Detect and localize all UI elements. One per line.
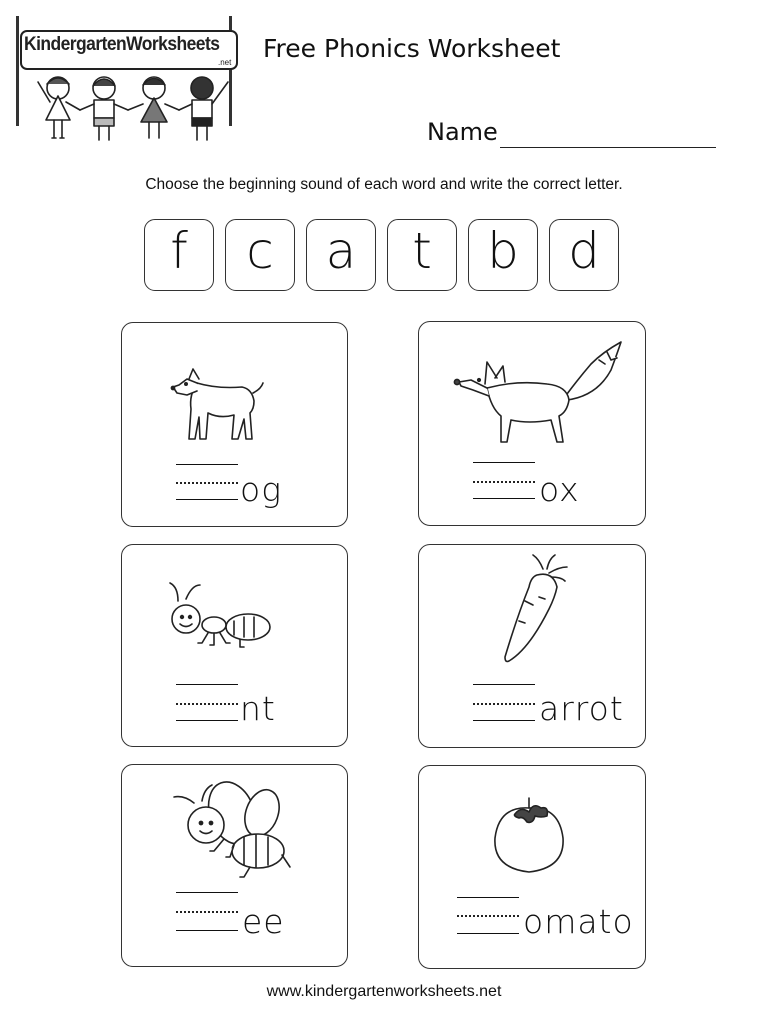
answer-guide-mid xyxy=(473,703,535,705)
letter-choice-d: d xyxy=(549,219,619,291)
answer-guide-mid xyxy=(473,481,535,483)
bee-icon xyxy=(168,779,292,887)
tomato-icon xyxy=(489,794,569,876)
word-card-ant xyxy=(121,544,348,747)
kids-holding-hands-icon xyxy=(30,70,240,154)
answer-guide-mid xyxy=(176,482,238,484)
logo-suffix: .net xyxy=(218,58,232,67)
word-ending: nt xyxy=(240,689,276,728)
word-ending: arrot xyxy=(539,689,624,728)
ant-icon xyxy=(158,581,278,661)
logo-post-left xyxy=(16,16,19,126)
word-card-bee xyxy=(121,764,348,967)
logo xyxy=(14,10,246,152)
answer-guide-top xyxy=(457,897,519,898)
letter-choice-c: c xyxy=(225,219,295,291)
letter-choices xyxy=(144,219,619,291)
name-label: Name xyxy=(427,118,498,146)
word-card-tomato xyxy=(418,765,646,969)
answer-guide-top xyxy=(176,892,238,893)
letter-choice-f: f xyxy=(144,219,214,291)
answer-guide-top xyxy=(176,464,238,465)
name-field-line[interactable] xyxy=(500,147,716,148)
footer-url: www.kindergartenworksheets.net xyxy=(266,983,502,1000)
letter-choice-a: a xyxy=(306,219,376,291)
page-title: Free Phonics Worksheet xyxy=(263,34,561,63)
carrot-icon xyxy=(499,551,573,663)
answer-guide-mid xyxy=(176,911,238,913)
answer-guide-top xyxy=(176,684,238,685)
dog-icon xyxy=(167,353,267,448)
answer-line[interactable] xyxy=(473,498,535,499)
answer-line[interactable] xyxy=(176,720,238,721)
word-card-fox xyxy=(418,321,646,526)
word-ending: ox xyxy=(539,470,580,509)
answer-guide-top xyxy=(473,462,535,463)
word-card-dog xyxy=(121,322,348,527)
answer-guide-top xyxy=(473,684,535,685)
fox-icon xyxy=(447,338,627,448)
answer-line[interactable] xyxy=(473,720,535,721)
instructions: Choose the beginning sound of each word and write the correct letter. xyxy=(145,176,623,193)
word-ending: omato xyxy=(523,902,634,941)
answer-guide-mid xyxy=(176,703,238,705)
word-ending: ee xyxy=(242,902,285,941)
letter-choice-t: t xyxy=(387,219,457,291)
answer-line[interactable] xyxy=(176,930,238,931)
letter-choice-b: b xyxy=(468,219,538,291)
answer-line[interactable] xyxy=(176,499,238,500)
answer-line[interactable] xyxy=(457,933,519,934)
logo-text: KindergartenWorksheets xyxy=(24,34,220,55)
answer-guide-mid xyxy=(457,915,519,917)
word-card-carrot xyxy=(418,544,646,748)
word-ending: og xyxy=(240,470,282,509)
